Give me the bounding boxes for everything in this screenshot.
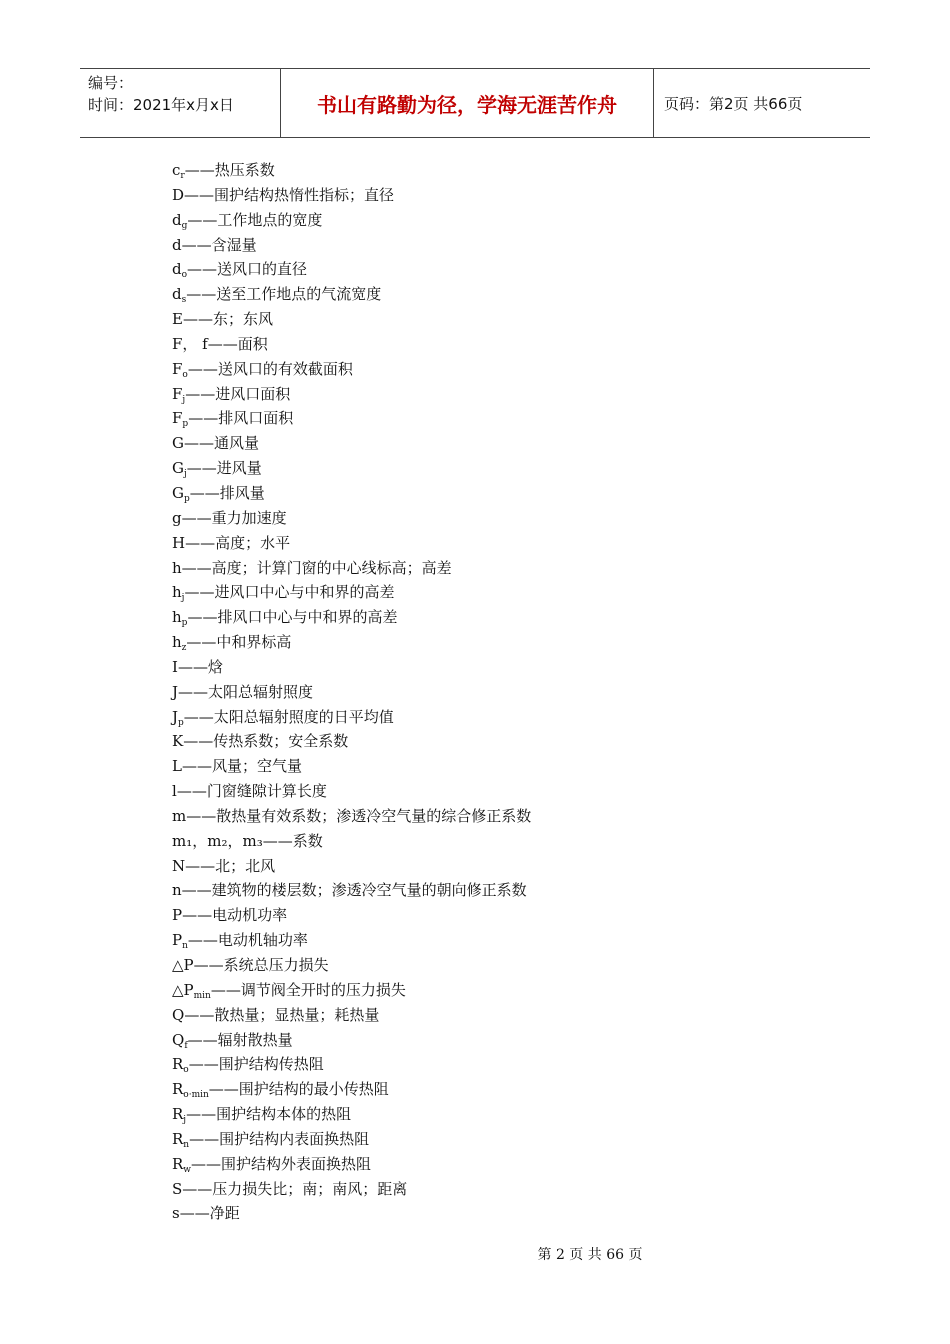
symbol-subscript: n	[183, 1139, 190, 1150]
symbol-name: G	[172, 459, 184, 478]
symbol-entry	[172, 1127, 812, 1152]
symbol-entry	[172, 779, 812, 804]
symbol-entry	[172, 829, 812, 854]
symbol-name: R	[172, 1105, 184, 1124]
symbol-entry	[172, 357, 812, 382]
symbol-entry	[172, 506, 812, 531]
symbol-name: R	[172, 1080, 184, 1099]
symbol-description: ——送至工作地点的气流宽度	[186, 285, 382, 304]
symbol-description: ——送风口的直径	[187, 260, 308, 279]
symbol-entry	[172, 233, 812, 258]
symbol-name: n	[172, 881, 182, 900]
symbol-name: S	[172, 1179, 183, 1198]
symbol-entry	[172, 680, 812, 705]
symbol-subscript: min	[193, 990, 211, 1001]
symbol-description: ——通风量	[183, 434, 259, 453]
symbol-name: L	[172, 757, 182, 776]
page-header	[80, 68, 870, 138]
symbol-subscript: j	[182, 394, 186, 405]
symbol-description: ——重力加速度	[181, 508, 287, 527]
symbol-name: g	[172, 508, 182, 527]
symbol-name: d	[172, 260, 182, 279]
symbol-name: h	[172, 633, 182, 652]
symbol-description: ——净距	[179, 1204, 240, 1223]
symbol-name: F， f	[172, 334, 208, 353]
symbol-subscript: z	[181, 643, 187, 654]
symbol-subscript: n	[182, 941, 188, 952]
symbol-name: I	[172, 657, 178, 676]
symbol-name: P	[172, 931, 183, 950]
symbol-name: G	[172, 483, 184, 502]
symbol-name: Q	[172, 1005, 185, 1024]
number-label: 编号：	[88, 74, 134, 92]
page-footer: 第 2 页 共 66 页	[537, 1247, 643, 1263]
symbol-entry	[172, 556, 812, 581]
symbol-entry	[172, 1177, 812, 1202]
symbol-entry	[172, 928, 812, 953]
symbol-entry	[172, 729, 812, 754]
symbol-description: ——高度；计算门窗的中心线标高；高差	[181, 558, 452, 577]
symbol-description: ——东；东风	[182, 310, 273, 329]
symbol-subscript: p	[178, 717, 184, 728]
symbol-subscript: p	[182, 419, 189, 430]
symbol-description: ——太阳总辐射照度	[178, 682, 314, 701]
symbol-description: ——散热量有效系数；渗透冷空气量的综合修正系数	[186, 806, 532, 825]
symbol-entry	[172, 158, 812, 183]
symbol-name: R	[172, 1154, 184, 1173]
symbol-entry	[172, 1052, 812, 1077]
symbol-description: ——风量；空气量	[181, 757, 302, 776]
symbol-name: R	[172, 1129, 184, 1148]
symbol-name: H	[172, 533, 186, 552]
symbol-description: ——围护结构传热阻	[188, 1055, 324, 1074]
symbol-entry	[172, 183, 812, 208]
symbol-description: ——电动机轴功率	[187, 931, 308, 950]
symbol-name: F	[172, 384, 183, 403]
symbol-description: ——辐射散热量	[187, 1030, 293, 1049]
symbol-description: ——面积	[207, 334, 268, 353]
symbol-description: ——调节阀全开时的压力损失	[210, 980, 406, 999]
header-motto: 书山有路勤为径，学海无涯苦作舟	[281, 69, 654, 137]
symbol-subscript: g	[181, 220, 188, 231]
symbol-name: h	[172, 608, 182, 627]
symbol-name: m₁，m₂，m₃	[172, 831, 263, 850]
symbol-entry	[172, 208, 812, 233]
symbol-entry	[172, 1028, 812, 1053]
symbol-description: ——工作地点的宽度	[187, 210, 323, 229]
symbol-entry	[172, 531, 812, 556]
symbol-entry	[172, 705, 812, 730]
symbol-subscript: o	[181, 270, 188, 281]
symbol-entry	[172, 953, 812, 978]
symbol-description: ——建筑物的楼层数；渗透冷空气量的朝向修正系数	[181, 881, 527, 900]
symbol-description: ——进风口中心与中和界的高差	[184, 583, 395, 602]
symbol-subscript: f	[184, 1040, 188, 1051]
symbol-entry	[172, 1003, 812, 1028]
symbol-description: ——围护结构的最小传热阻	[208, 1080, 389, 1099]
symbol-entry	[172, 406, 812, 431]
symbol-description: ——系统总压力损失	[193, 956, 329, 974]
symbol-name: s	[172, 1204, 180, 1223]
symbol-name: c	[172, 161, 181, 179]
symbol-name: Q	[172, 1030, 185, 1049]
symbol-name: m	[172, 806, 187, 825]
symbol-entry	[172, 630, 812, 655]
symbol-description: ——围护结构内表面换热阻	[189, 1129, 370, 1148]
symbol-description: ——太阳总辐射照度的日平均值	[183, 707, 394, 726]
time-label: 时间：2021年x月x日	[88, 96, 234, 114]
symbol-entry	[172, 481, 812, 506]
symbol-subscript: j	[183, 469, 187, 480]
symbol-entry	[172, 332, 812, 357]
symbol-entry	[172, 903, 812, 928]
symbol-description: ——围护结构外表面换热阻	[191, 1154, 372, 1173]
symbol-entry	[172, 456, 812, 481]
symbol-entry	[172, 1102, 812, 1127]
symbol-name: P	[172, 906, 183, 925]
symbol-subscript: j	[183, 1115, 187, 1126]
symbol-description: ——进风量	[186, 459, 262, 478]
symbol-entry	[172, 754, 812, 779]
symbol-description: ——进风口面积	[185, 384, 291, 403]
symbol-entry	[172, 282, 812, 307]
symbol-name: R	[172, 1055, 184, 1074]
symbol-subscript: s	[181, 295, 187, 306]
symbol-entry	[172, 1201, 812, 1226]
symbol-description: ——围护结构热惰性指标；直径	[184, 185, 395, 204]
symbol-description: ——传热系数；安全系数	[183, 732, 349, 751]
symbol-entry	[172, 307, 812, 332]
symbol-name: J	[172, 707, 179, 726]
symbol-name: E	[172, 310, 183, 329]
symbol-entry	[172, 655, 812, 680]
header-page-info: 页码：第2页 共66页	[664, 94, 803, 113]
symbol-entry	[172, 431, 812, 456]
symbol-name: d	[172, 235, 182, 254]
symbol-name: d	[172, 210, 182, 229]
symbol-description: ——电动机功率	[182, 906, 288, 925]
symbol-name: △P	[172, 956, 194, 974]
symbol-description: ——排风量	[189, 483, 265, 502]
symbol-entry	[172, 605, 812, 630]
symbol-entry	[172, 978, 812, 1003]
symbol-entry	[172, 382, 812, 407]
symbol-name: d	[172, 285, 182, 304]
symbol-name: F	[172, 359, 183, 378]
symbol-description: ——排风口面积	[188, 409, 294, 428]
symbol-name: D	[172, 185, 185, 204]
symbol-description: ——含湿量	[181, 235, 257, 254]
symbol-subscript: o·min	[183, 1090, 209, 1101]
symbol-name: K	[172, 732, 184, 751]
symbol-description: ——热压系数	[184, 161, 275, 179]
symbol-subscript: o	[182, 369, 188, 380]
symbol-description: ——门窗缝隙计算长度	[176, 782, 327, 801]
symbol-subscript: p	[181, 618, 188, 629]
symbol-subscript: p	[183, 493, 190, 504]
symbol-name: N	[172, 856, 186, 875]
symbol-description: ——中和界标高	[186, 633, 292, 652]
symbol-description: ——北；北风	[185, 856, 276, 875]
symbol-name: △P	[172, 980, 194, 999]
symbol-subscript: j	[181, 593, 185, 604]
symbol-description: ——焓	[177, 657, 223, 676]
symbol-description: ——系数	[262, 831, 323, 850]
symbol-subscript: o	[183, 1065, 189, 1076]
symbol-description: ——压力损失比；南；南风；距离	[182, 1179, 408, 1198]
symbol-description: ——高度；水平	[185, 533, 291, 552]
symbol-entry	[172, 1152, 812, 1177]
symbol-entry	[172, 804, 812, 829]
symbol-entry	[172, 580, 812, 605]
symbol-description: ——送风口的有效截面积	[187, 359, 353, 378]
symbol-subscript: r	[180, 171, 185, 181]
symbol-entry	[172, 854, 812, 879]
symbol-name: h	[172, 583, 182, 602]
symbol-entry	[172, 878, 812, 903]
symbol-description: ——散热量；显热量；耗热量	[184, 1005, 380, 1024]
symbol-name: G	[172, 434, 184, 453]
symbol-description: ——排风口中心与中和界的高差	[187, 608, 398, 627]
header-meta	[80, 69, 281, 137]
symbol-name: h	[172, 558, 182, 577]
symbol-name: J	[172, 682, 179, 701]
symbol-description: ——围护结构本体的热阻	[186, 1105, 352, 1124]
symbol-list	[172, 158, 812, 1226]
symbol-name: l	[172, 782, 177, 801]
symbol-name: F	[172, 409, 183, 428]
symbol-subscript: w	[183, 1164, 192, 1175]
symbol-entry	[172, 1077, 812, 1102]
symbol-entry	[172, 257, 812, 282]
